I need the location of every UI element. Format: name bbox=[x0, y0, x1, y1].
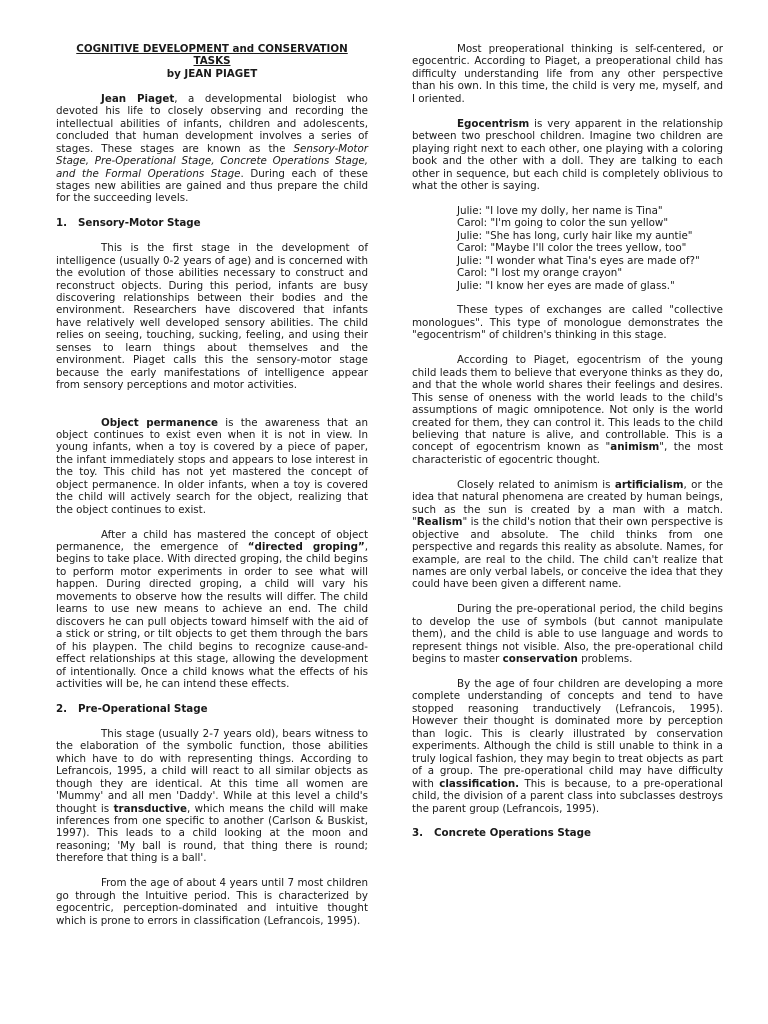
intro-paragraph: Jean Piaget, a developmental biologist who devoted his life to closely observing and recording the intellectual abilities of infants, children and adolescents, concluded that human development involves a series of stages. These stages are known as the Sensory-Motor Stage, Pre-Operational Stage, Concrete Operations Stage, and the Formal Operations Stage. During each of these stages new abilities are gained and thus prepare the child for the succeeding levels. bbox=[56, 92, 368, 205]
object-permanence-paragraph: Object permanence is the awareness that an object continues to exist even when it is not in view. In young infants, when a toy is covered by a piece of paper, the infant immediately stops and appears to lose interest in the toy. This child has not yet mastered the concept of object permanence. In older infants, when a toy is covered the child will actively search for the object, realizing that the object continues to exist. bbox=[56, 416, 368, 516]
egocentric-paragraph: Most preoperational thinking is self-centered, or egocentric. According to Piaget, a preoperational child has difficulty understanding life from any other perspective than his own. In this time, the child is very me, myself, and I oriented. bbox=[412, 43, 723, 105]
author-name: Jean Piaget bbox=[101, 92, 175, 105]
dialogue-line: Carol: "I lost my orange crayon" bbox=[457, 267, 623, 280]
artificialism-paragraph: Closely related to animism is artificialism, or the idea that natural phenomena are created by human beings, such as the sun is created by a man with a match. "Realism" is the child's notion that their own perspective is objective and absolute. The child thinks from one perspective and regards this reality as absolute. Names, for example, are real to the child. The child can't realize that names are only verbal labels, or conceive the idea that they could have been given a different name. bbox=[412, 478, 723, 591]
egocentrism-term: Egocentrism bbox=[457, 117, 530, 130]
conservation-term: conservation bbox=[502, 653, 578, 666]
animism-term: animism bbox=[610, 441, 660, 454]
realism-term: Realism bbox=[416, 516, 463, 529]
document-byline: by JEAN PIAGET bbox=[166, 67, 258, 80]
dialogue-line: Julie: "I love my dolly, her name is Tina" bbox=[457, 204, 663, 217]
object-permanence-term: Object permanence bbox=[101, 416, 219, 429]
directed-groping-term: “directed groping” bbox=[247, 541, 365, 554]
dialogue-block bbox=[412, 205, 723, 292]
dialogue-line: Julie: "I know her eyes are made of glass." bbox=[457, 279, 675, 292]
dialogue-line: Julie: "She has long, curly hair like my auntie" bbox=[457, 229, 693, 242]
age-four-paragraph: By the age of four children are developing a more complete understanding of concepts and tend to have stopped reasoning tranductively (Lefrancois, 1995). However their thought is dominated more by perception than logic. This is clearly illustrated by conservation experiments. Although the child is still unable to think in a truly logical fashion, they may begin to treat objects as part of a group. The pre-operational child may have difficulty with classification. This is because, to a pre-operational child, the division of a parent class into subclasses destroys the parent group (Lefrancois, 1995). bbox=[412, 678, 723, 815]
pre-operational-paragraph: This stage (usually 2-7 years old), bears witness to the elaboration of the symbolic function, those abilities which have to do with representing things. According to Lefrancois, 1995, a child will react to all similar objects as though they are identical. At this time all women are 'Mummy' and all men 'Daddy'. While at this level a child's thought is transductive, which means the child will make inferences from one specific to another (Carlson & Buskist, 1997). This leads to a child looking at the moon and reasoning; 'My ball is round, that thing there is round; therefore that thing is a ball'. bbox=[56, 727, 368, 865]
section-heading-concrete-operations: 3. Concrete Operations Stage bbox=[412, 827, 591, 840]
collective-monologue-paragraph: These types of exchanges are called "collective monologues". This type of monologue demonstrates the "egocentrism" of children's thinking in this stage. bbox=[412, 304, 723, 342]
stage-list: Sensory-Motor Stage, Pre-Operational Stage, Concrete Operations Stage, and the Formal Operations Stage bbox=[56, 142, 368, 180]
right-column bbox=[412, 43, 723, 852]
dialogue-line: Carol: "Maybe I'll color the trees yellow, too" bbox=[457, 242, 687, 255]
dialogue-line: Carol: "I'm going to color the sun yellow" bbox=[457, 217, 669, 230]
sensory-motor-paragraph: This is the first stage in the development of intelligence (usually 0-2 years of age) and is concerned with the evolution of those abilities necessary to construct and reconstruct objects. During this period, infants are busy discovering relationships between their bodies and the environment. Researchers have discovered that infants have relatively well developed sensory abilities. The child relies on seeing, touching, sucking, feeling, and using their senses to learn things about themselves and the environment. Piaget calls this the sensory-motor stage because the early manifestations of intelligence appear from sensory perceptions and motor activities. bbox=[56, 242, 368, 392]
document-title: COGNITIVE DEVELOPMENT and CONSERVATION TASKS bbox=[76, 43, 348, 68]
artificialism-term: artificialism bbox=[614, 478, 684, 491]
classification-term: classification. bbox=[439, 777, 520, 790]
animism-paragraph: According to Piaget, egocentrism of the young child leads them to believe that everyone thinks as they do, and that the whole world shares their feelings and desires. This sense of oneness with the world leads to the child's assumptions of magic omnipotence. Not only is the world created for them, they can control it. This leads to the child believing that nature is alive, and controllable. This is a concept of egocentrism known as "animism", the most characteristic of egocentric thought. bbox=[412, 354, 724, 466]
intuitive-period-paragraph: From the age of about 4 years until 7 most children go through the Intuitive period. This is characterized by egocentric, perception-dominated and intuitive thought which is prone to errors in classification (Lefrancois, 1995). bbox=[56, 877, 368, 927]
dialogue-line: Julie: "I wonder what Tina's eyes are made of?" bbox=[457, 254, 700, 267]
section-heading-sensory-motor: 1. Sensory-Motor Stage bbox=[56, 217, 201, 230]
section-heading-pre-operational: 2. Pre-Operational Stage bbox=[56, 702, 208, 715]
symbols-paragraph: During the pre-operational period, the child begins to develop the use of symbols (but cannot manipulate them), and the child is able to use language and words to represent things not visible. Also, the pre-operational child begins to master conservation problems. bbox=[412, 603, 723, 666]
directed-groping-paragraph: After a child has mastered the concept of object permanence, the emergence of “directed groping”, begins to take place. With directed groping, the child begins to perform motor experiments in order to see what will happen. During directed groping, a child will vary his movements to observe how the results will differ. The child learns to use new means to achieve an end. The child discovers he can pull objects toward himself with the aid of a stick or string, or tilt objects to get them through the bars of his playpen. The child begins to recognize cause-and-effect relationships at this stage, allowing the development of intentionally. Once a child knows what the effects of his activities will be, he can intend these effects. bbox=[56, 528, 368, 691]
egocentrism-paragraph: Egocentrism is very apparent in the relationship between two preschool children. Imagine two children are playing right next to each other, one playing with a coloring book and the other with a doll. They are talking to each other in sequence, but each child is completely oblivious to what the other is saying. bbox=[412, 117, 723, 192]
left-column bbox=[56, 43, 368, 939]
transductive-term: transductive bbox=[113, 802, 187, 815]
